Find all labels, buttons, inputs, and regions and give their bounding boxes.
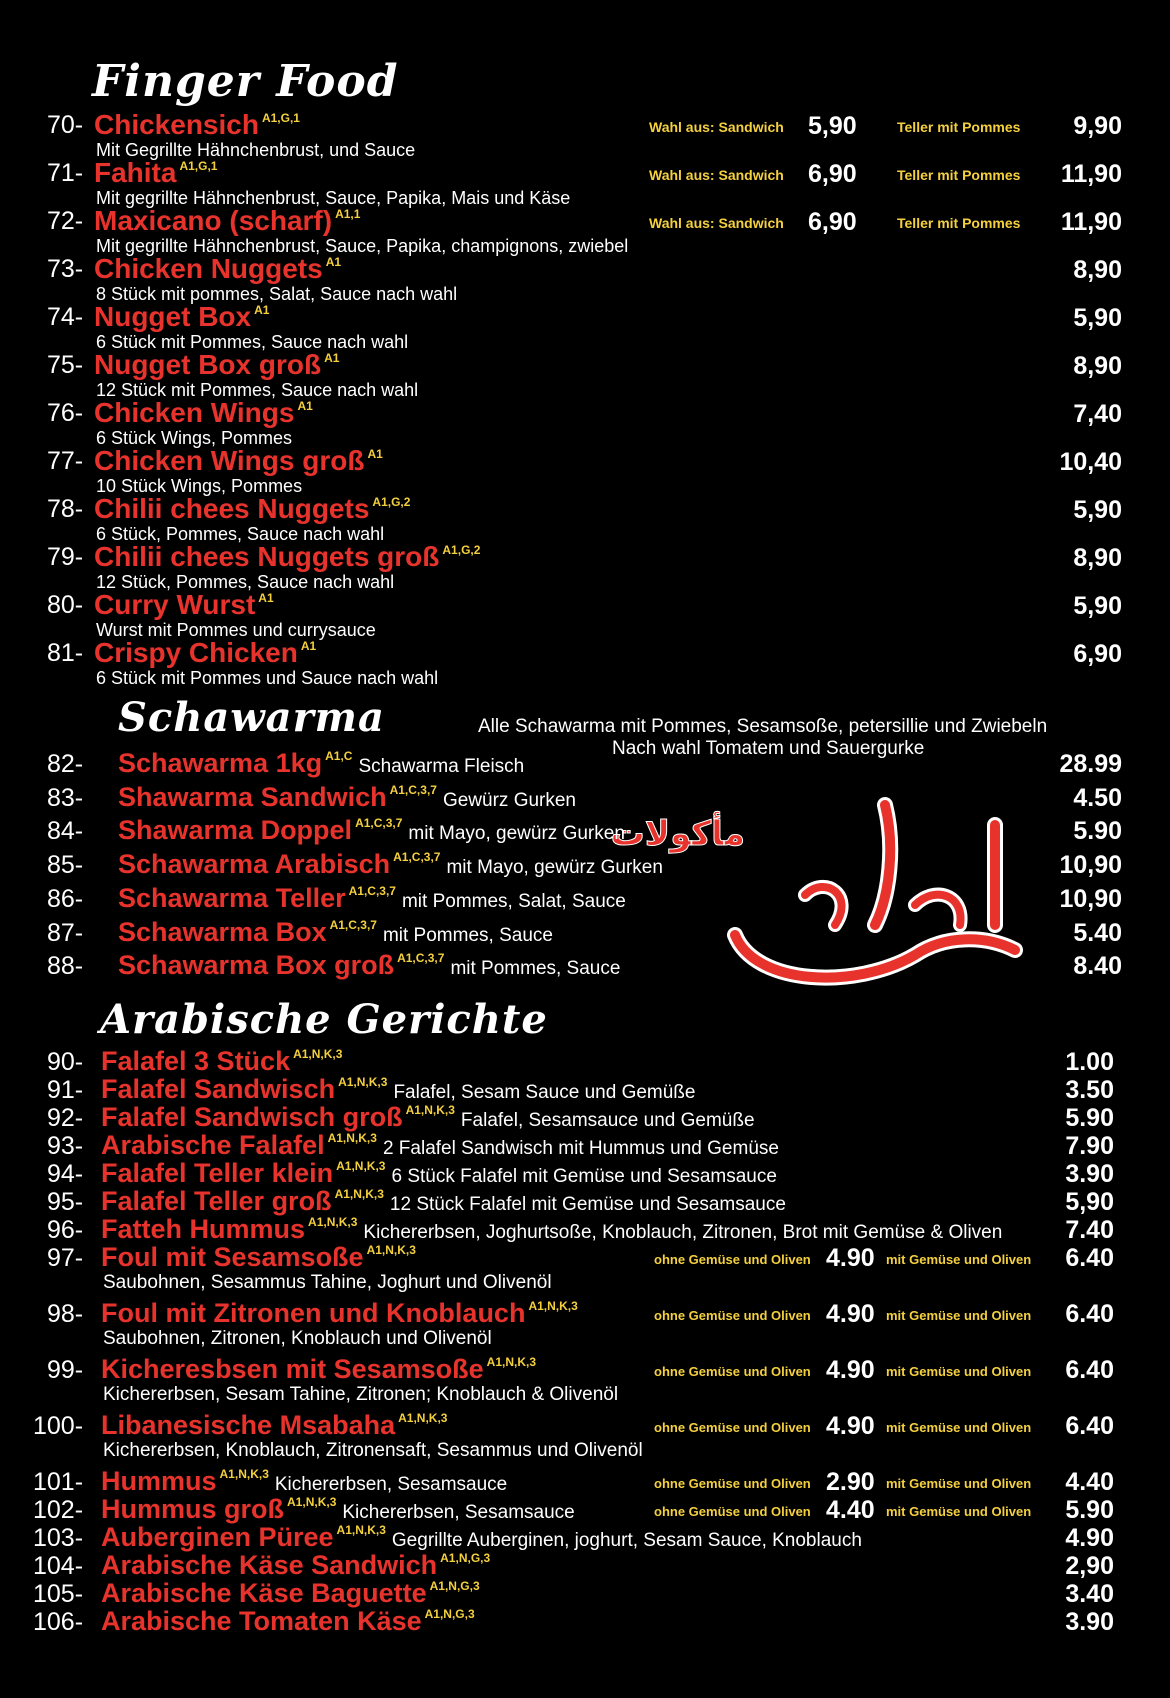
item-name xyxy=(101,1046,348,1077)
item-title: Chilii chees Nuggets xyxy=(94,493,370,524)
option-label-ohne: ohne Gemüse und Oliven xyxy=(654,1252,811,1267)
item-title: Shawarma Sandwich xyxy=(118,781,387,812)
item-number: 90- xyxy=(47,1048,84,1076)
price-ohne: 4.90 xyxy=(826,1244,875,1272)
item-number: 103- xyxy=(33,1524,84,1552)
item-name xyxy=(101,1578,486,1609)
item-name xyxy=(94,349,339,381)
item-description: Falafel, Sesam Sauce und Gemüße xyxy=(393,1082,696,1103)
allergen-code: A1,N,K,3 xyxy=(528,1299,578,1313)
item-description: mit Pommes, Salat, Sauce xyxy=(401,890,626,912)
item-description: 12 Stück Falafel mit Gemüse und Sesamsauce xyxy=(389,1194,786,1215)
allergen-code: A1,N,K,3 xyxy=(334,1187,384,1201)
item-name xyxy=(101,1074,695,1105)
item-number: 86- xyxy=(47,884,84,913)
item-description: mit Pommes, Sauce xyxy=(450,958,621,980)
item-description: Mit gegrillte Hähnchenbrust, Sauce, Papika, Mais und Käse xyxy=(96,188,571,208)
item-description: Schawarma Fleisch xyxy=(358,756,525,777)
price-mit: 6.40 xyxy=(1065,1356,1114,1384)
item-title: Falafel Teller klein xyxy=(101,1158,334,1188)
item-number: 95- xyxy=(47,1188,84,1216)
item-name xyxy=(94,541,480,573)
item-number: 71- xyxy=(47,159,84,187)
item-title: Curry Wurst xyxy=(94,589,256,620)
option-label-sandwich: Wahl aus: Sandwich xyxy=(649,167,784,183)
allergen-code: A1,C,3,7 xyxy=(329,917,377,932)
allergen-code: A1,C,3,7 xyxy=(393,850,441,865)
item-number: 101- xyxy=(33,1468,84,1496)
item-price: 3.90 xyxy=(1065,1160,1114,1188)
item-name xyxy=(94,493,410,525)
allergen-code: A1,G,1 xyxy=(261,111,300,125)
item-title: Schawarma Teller xyxy=(118,882,346,913)
item-number: 97- xyxy=(47,1244,84,1272)
item-title: Chickensich xyxy=(94,109,259,140)
item-title: Chicken Nuggets xyxy=(94,253,323,284)
restaurant-logo xyxy=(610,785,1045,985)
item-name xyxy=(94,397,313,429)
allergen-code: A1,C xyxy=(325,749,353,763)
section-title-finger-food: Finger Food xyxy=(92,56,399,107)
item-title: Nugget Box groß xyxy=(94,349,322,380)
option-label-ohne: ohne Gemüse und Oliven xyxy=(654,1476,811,1491)
item-name xyxy=(118,748,524,779)
item-title: Arabische Falafel xyxy=(101,1130,325,1160)
price-mit: 6.40 xyxy=(1065,1244,1114,1272)
item-name xyxy=(101,1410,447,1441)
allergen-code: A1,G,1 xyxy=(179,159,218,173)
item-description: 12 Stück, Pommes, Sauce nach wahl xyxy=(96,572,395,592)
item-price: 10,90 xyxy=(1059,884,1122,913)
allergen-code: A1,N,G,3 xyxy=(440,1551,491,1565)
item-price: 3.40 xyxy=(1065,1580,1114,1608)
item-description: Mit Gegrillte Hähnchenbrust, und Sauce xyxy=(96,140,416,160)
item-price: 2,90 xyxy=(1065,1552,1114,1580)
item-title: Schawarma Box xyxy=(118,916,327,947)
price-mit: 5.90 xyxy=(1065,1496,1114,1524)
item-title: Nugget Box xyxy=(94,301,252,332)
item-title: Shawarma Doppel xyxy=(118,815,353,846)
allergen-code: A1,1 xyxy=(335,207,361,221)
item-description: mit Mayo, gewürz Gurken xyxy=(446,857,663,879)
option-label-mit: mit Gemüse und Oliven xyxy=(886,1420,1032,1435)
price-mit: 6.40 xyxy=(1065,1412,1114,1440)
item-name xyxy=(101,1242,416,1273)
item-description: 6 Stück mit Pommes und Sauce nach wahl xyxy=(96,668,439,688)
item-number: 72- xyxy=(47,207,84,235)
item-price: 7.40 xyxy=(1065,1216,1114,1244)
price-ohne: 2.90 xyxy=(826,1468,875,1496)
item-description: 8 Stück mit pommes, Salat, Sauce nach wahl xyxy=(96,284,458,304)
allergen-code: A1,N,K,3 xyxy=(336,1523,386,1537)
option-label-ohne: ohne Gemüse und Oliven xyxy=(654,1504,811,1519)
item-title: Chicken Wings xyxy=(94,397,295,428)
item-description: Kichererbsen, Sesamsauce xyxy=(274,1474,508,1495)
allergen-code: A1 xyxy=(297,399,313,413)
item-description: Kichererbsen, Knoblauch, Zitronensaft, Sesammus und Olivenöl xyxy=(103,1440,643,1461)
item-price: 28.99 xyxy=(1059,750,1122,778)
item-name xyxy=(101,1214,1002,1245)
item-name xyxy=(118,950,620,981)
allergen-code: A1,N,K,3 xyxy=(486,1355,537,1369)
item-name xyxy=(94,637,316,669)
price-sandwich: 5,90 xyxy=(808,112,857,140)
price-ohne: 4.90 xyxy=(826,1300,875,1328)
item-description: Wurst mit Pommes und currysauce xyxy=(96,620,376,640)
item-description: 10 Stück Wings, Pommes xyxy=(96,476,303,496)
item-title: Fatteh Hummus xyxy=(101,1214,306,1244)
item-description: Saubohnen, Zitronen, Knoblauch und Olivenöl xyxy=(103,1328,492,1349)
item-name xyxy=(101,1550,496,1581)
item-price: 1.00 xyxy=(1065,1048,1114,1076)
item-price: 3.90 xyxy=(1065,1608,1114,1636)
allergen-code: A1 xyxy=(325,255,342,269)
item-name xyxy=(118,849,663,880)
item-price: 5,90 xyxy=(1073,592,1122,620)
option-label-ohne: ohne Gemüse und Oliven xyxy=(654,1364,811,1379)
item-price: 8.40 xyxy=(1073,952,1122,981)
allergen-code: A1,N,K,3 xyxy=(219,1467,269,1481)
section-title-schawarma: Schawarma xyxy=(118,694,385,741)
item-title: Chilii chees Nuggets groß xyxy=(94,541,440,572)
item-price: 5.90 xyxy=(1073,817,1122,846)
allergen-code: A1,N,K,3 xyxy=(293,1047,343,1061)
item-title: Falafel Sandwisch groß xyxy=(101,1102,403,1132)
price-mit: 6.40 xyxy=(1065,1300,1114,1328)
item-name xyxy=(101,1466,507,1497)
item-description: Gewürz Gurken xyxy=(442,789,576,811)
item-number: 92- xyxy=(47,1104,84,1132)
allergen-code: A1,N,K,3 xyxy=(336,1159,386,1173)
item-price: 7,40 xyxy=(1073,400,1122,428)
allergen-code: A1 xyxy=(254,303,270,317)
allergen-code: A1,N,G,3 xyxy=(424,1607,475,1621)
item-name xyxy=(118,815,625,846)
item-number: 78- xyxy=(47,495,84,523)
item-price: 7.90 xyxy=(1065,1132,1114,1160)
svg-text:مأكولات: مأكولات xyxy=(610,814,745,854)
item-number: 81- xyxy=(47,639,84,667)
item-name xyxy=(101,1298,578,1329)
option-label-sandwich: Wahl aus: Sandwich xyxy=(649,215,784,231)
item-title: Hummus groß xyxy=(101,1494,285,1524)
item-name xyxy=(94,253,341,285)
item-price: 8,90 xyxy=(1073,544,1122,572)
price-teller: 11,90 xyxy=(1060,208,1122,236)
price-ohne: 4.40 xyxy=(826,1496,875,1524)
allergen-code: A1,N,K,3 xyxy=(308,1215,358,1229)
item-number: 99- xyxy=(47,1356,84,1384)
item-number: 94- xyxy=(47,1160,84,1188)
item-title: Libanesische Msabaha xyxy=(101,1410,396,1440)
allergen-code: A1,N,K,3 xyxy=(338,1075,388,1089)
allergen-code: A1,C,3,7 xyxy=(355,816,403,831)
allergen-code: A1 xyxy=(367,447,383,461)
item-description: Kichererbsen, Sesamsauce xyxy=(342,1502,575,1523)
item-name xyxy=(94,205,360,237)
item-title: Falafel Teller groß xyxy=(101,1186,332,1216)
item-name xyxy=(101,1494,575,1525)
item-name xyxy=(118,782,576,813)
option-label-teller: Teller mit Pommes xyxy=(897,215,1021,231)
item-number: 79- xyxy=(47,543,84,571)
allergen-code: A1,N,K,3 xyxy=(366,1243,416,1257)
option-label-mit: mit Gemüse und Oliven xyxy=(886,1476,1032,1491)
item-description: 6 Stück Falafel mit Gemüse und Sesamsauce xyxy=(391,1166,777,1187)
item-number: 100- xyxy=(33,1412,84,1440)
option-label-teller: Teller mit Pommes xyxy=(897,119,1021,135)
item-number: 83- xyxy=(47,783,84,812)
item-description: 6 Stück mit Pommes, Sauce nach wahl xyxy=(96,332,409,352)
item-title: Falafel 3 Stück xyxy=(101,1046,291,1076)
schawarma-note-line1: Alle Schawarma mit Pommes, Sesamsoße, petersillie und Zwiebeln xyxy=(478,716,1048,737)
item-number: 93- xyxy=(47,1132,84,1160)
item-description: 6 Stück Wings, Pommes xyxy=(96,428,293,448)
item-title: Schawarma Arabisch xyxy=(118,849,391,880)
item-number: 104- xyxy=(33,1552,84,1580)
item-number: 73- xyxy=(47,255,84,283)
item-title: Fahita xyxy=(94,157,177,188)
item-number: 106- xyxy=(33,1608,84,1636)
item-name xyxy=(118,883,626,914)
item-number: 74- xyxy=(47,303,84,331)
item-number: 96- xyxy=(47,1216,84,1244)
option-label-mit: mit Gemüse und Oliven xyxy=(886,1504,1032,1519)
option-label-ohne: ohne Gemüse und Oliven xyxy=(654,1308,811,1323)
allergen-code: A1,G,2 xyxy=(442,543,481,557)
section-title-arabische-gerichte: Arabische Gerichte xyxy=(100,996,548,1043)
price-ohne: 4.90 xyxy=(826,1356,875,1384)
allergen-code: A1,N,K,3 xyxy=(327,1131,377,1145)
item-number: 84- xyxy=(47,817,84,846)
item-number: 88- xyxy=(47,952,84,981)
item-name xyxy=(94,445,383,477)
allergen-code: A1,N,G,3 xyxy=(429,1579,480,1593)
item-title: Schawarma 1kg xyxy=(118,748,323,778)
item-number: 98- xyxy=(47,1300,84,1328)
price-mit: 4.40 xyxy=(1065,1468,1114,1496)
item-description: Mit gegrillte Hähnchenbrust, Sauce, Papika, champignons, zwiebel xyxy=(96,236,629,256)
allergen-code: A1 xyxy=(324,351,340,365)
item-description: Falafel, Sesamsauce und Gemüße xyxy=(460,1110,755,1131)
item-title: Schawarma Box groß xyxy=(118,950,395,981)
option-label-teller: Teller mit Pommes xyxy=(897,167,1021,183)
item-title: Crispy Chicken xyxy=(94,637,298,668)
price-sandwich: 6,90 xyxy=(808,160,857,188)
allergen-code: A1 xyxy=(300,639,317,653)
item-number: 91- xyxy=(47,1076,84,1104)
item-number: 77- xyxy=(47,447,84,475)
item-price: 4.50 xyxy=(1073,783,1122,812)
item-description: 2 Falafel Sandwisch mit Hummus und Gemüse xyxy=(382,1138,779,1159)
option-label-ohne: ohne Gemüse und Oliven xyxy=(654,1420,811,1435)
schawarma-note-line2: Nach wahl Tomatem und Sauergurke xyxy=(612,738,925,759)
item-number: 102- xyxy=(33,1496,84,1524)
price-ohne: 4.90 xyxy=(826,1412,875,1440)
item-name xyxy=(94,109,300,141)
item-name xyxy=(94,301,269,333)
item-price: 6,90 xyxy=(1073,640,1122,668)
option-label-mit: mit Gemüse und Oliven xyxy=(886,1252,1032,1267)
item-price: 10,40 xyxy=(1059,448,1122,476)
item-number: 76- xyxy=(47,399,84,427)
item-price: 10,90 xyxy=(1059,851,1122,880)
item-description: 12 Stück mit Pommes, Sauce nach wahl xyxy=(96,380,419,400)
item-name xyxy=(101,1130,779,1161)
item-description: Saubohnen, Sesammus Tahine, Joghurt und Olivenöl xyxy=(103,1272,552,1293)
item-price: 5.40 xyxy=(1073,918,1122,947)
option-label-mit: mit Gemüse und Oliven xyxy=(886,1364,1032,1379)
item-price: 5.90 xyxy=(1065,1104,1114,1132)
price-teller: 11,90 xyxy=(1060,160,1122,188)
allergen-code: A1,C,3,7 xyxy=(397,951,445,966)
item-description: Kichererbsen, Joghurtsoße, Knoblauch, Zitronen, Brot mit Gemüse & Oliven xyxy=(363,1222,1003,1243)
item-name xyxy=(101,1522,862,1553)
allergen-code: A1,N,K,3 xyxy=(405,1103,455,1117)
item-number: 85- xyxy=(47,851,84,880)
item-description: mit Pommes, Sauce xyxy=(382,924,553,946)
item-price: 3.50 xyxy=(1065,1076,1114,1104)
allergen-code: A1,C,3,7 xyxy=(348,883,396,898)
option-label-mit: mit Gemüse und Oliven xyxy=(886,1308,1032,1323)
item-title: Arabische Tomaten Käse xyxy=(101,1606,422,1636)
item-name xyxy=(94,589,274,621)
price-teller: 9,90 xyxy=(1073,112,1122,140)
allergen-code: A1 xyxy=(258,591,274,605)
item-name xyxy=(118,917,553,948)
item-name xyxy=(101,1354,536,1385)
item-title: Foul mit Zitronen und Knoblauch xyxy=(101,1298,526,1328)
allergen-code: A1,N,K,3 xyxy=(287,1495,337,1509)
item-description: Kichererbsen, Sesam Tahine, Zitronen; Knoblauch & Olivenöl xyxy=(103,1384,619,1405)
item-name xyxy=(94,157,217,189)
allergen-code: A1,G,2 xyxy=(372,495,411,509)
item-number: 70- xyxy=(47,111,84,139)
item-number: 82- xyxy=(47,750,84,778)
item-price: 8,90 xyxy=(1073,256,1122,284)
item-price: 8,90 xyxy=(1073,352,1122,380)
item-name xyxy=(101,1102,755,1133)
item-price: 5,90 xyxy=(1073,496,1122,524)
item-title: Arabische Käse Baguette xyxy=(101,1578,427,1608)
item-description: 6 Stück, Pommes, Sauce nach wahl xyxy=(96,524,385,544)
item-description: Gegrillte Auberginen, joghurt, Sesam Sauce, Knoblauch xyxy=(391,1530,862,1551)
allergen-code: A1,N,K,3 xyxy=(398,1411,448,1425)
item-price: 5,90 xyxy=(1065,1188,1114,1216)
item-name xyxy=(101,1158,777,1189)
item-name xyxy=(101,1186,786,1217)
item-title: Foul mit Sesamsoße xyxy=(101,1242,364,1272)
option-label-sandwich: Wahl aus: Sandwich xyxy=(649,119,784,135)
item-title: Auberginen Püree xyxy=(101,1522,334,1552)
item-price: 4.90 xyxy=(1065,1524,1114,1552)
item-number: 80- xyxy=(47,591,84,619)
item-title: Arabische Käse Sandwich xyxy=(101,1550,438,1580)
allergen-code: A1,C,3,7 xyxy=(389,782,437,797)
price-sandwich: 6,90 xyxy=(808,208,857,236)
item-name xyxy=(101,1606,481,1637)
item-number: 75- xyxy=(47,351,84,379)
item-title: Kicheresbsen mit Sesamsoße xyxy=(101,1354,484,1384)
item-number: 87- xyxy=(47,918,84,947)
item-title: Chicken Wings groß xyxy=(94,445,365,476)
item-price: 5,90 xyxy=(1073,304,1122,332)
item-title: Falafel Sandwisch xyxy=(101,1074,336,1104)
item-number: 105- xyxy=(33,1580,84,1608)
item-title: Maxicano (scharf) xyxy=(94,205,333,236)
item-title: Hummus xyxy=(101,1466,217,1496)
item-description: mit Mayo, gewürz Gurken xyxy=(408,823,625,845)
